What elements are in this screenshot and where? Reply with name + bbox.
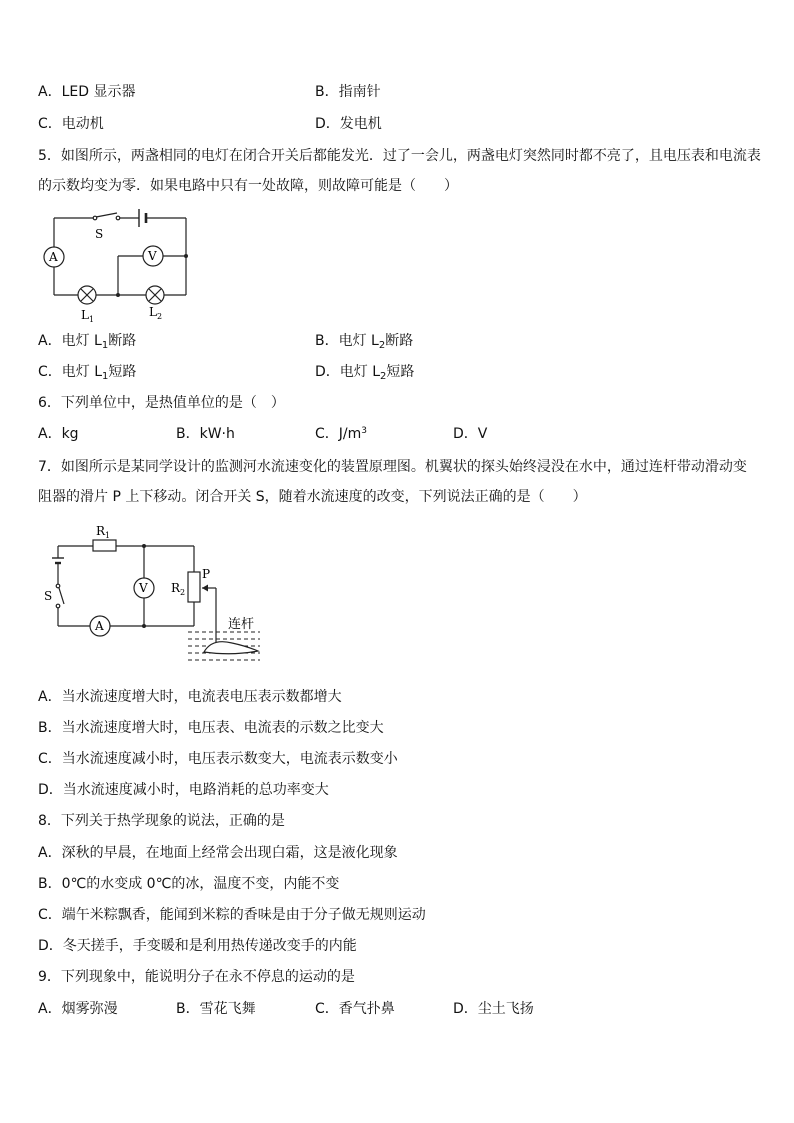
q8-option-c: C．端午米粽飘香，能闻到米粽的香味是由于分子做无规则运动 bbox=[38, 907, 426, 923]
voltmeter-label: V bbox=[148, 249, 157, 263]
q7-stem-line1: 7．如图所示是某同学设计的监测河水流速变化的装置原理图。机翼状的探头始终浸没在水中，通过连杆带动滑动变 bbox=[38, 459, 747, 475]
q6-option-c: C．$J/m^3$ bbox=[315, 426, 367, 442]
q6-stem: 6．下列单位中，是热值单位的是（ ） bbox=[38, 395, 285, 411]
q5-option-d: D．电灯 $L_2$短路 bbox=[315, 364, 415, 382]
q8-stem: 8．下列关于热学现象的说法，正确的是 bbox=[38, 813, 285, 829]
q4-option-b: B．指南针 bbox=[315, 84, 381, 100]
ammeter-label: A bbox=[49, 250, 58, 264]
q5-stem-line2: 的示数均变为零．如果电路中只有一处故障，则故障可能是（ ） bbox=[38, 178, 458, 194]
q5-option-c: C．电灯 $L_1$短路 bbox=[38, 364, 137, 382]
switch-s-label: S bbox=[44, 589, 53, 603]
q5-circuit-diagram bbox=[36, 202, 206, 327]
q6-option-b: B．kW·h bbox=[176, 426, 235, 442]
q8-option-b: B．0℃的水变成 0℃的冰，温度不变，内能不变 bbox=[38, 876, 340, 892]
ammeter-label: A bbox=[95, 619, 104, 633]
switch-label: S bbox=[95, 227, 104, 241]
r1-label: $R_1$ bbox=[96, 524, 111, 540]
q8-option-d: D．冬天搓手，手变暖和是利用热传递改变手的内能 bbox=[38, 938, 357, 954]
q9-option-a: A．烟雾弥漫 bbox=[38, 1001, 118, 1017]
rod-label: 连杆 bbox=[228, 617, 255, 632]
q7-option-c: C．当水流速度减小时，电压表示数变大，电流表示数变小 bbox=[38, 751, 398, 767]
q4-option-c: C．电动机 bbox=[38, 116, 104, 132]
q4-option-d: D．发电机 bbox=[315, 116, 382, 132]
q7-stem-line2: 阻器的滑片 P 上下移动。闭合开关 S，随着水流速度的改变，下列说法正确的是（ ） bbox=[38, 489, 587, 505]
q5-stem-line1: 5．如图所示，两盏相同的电灯在闭合开关后都能发光．过了一会儿，两盏电灯突然同时都不亮了，且电压表和电流表 bbox=[38, 148, 761, 164]
q5-option-b: B．电灯 $L_2$断路 bbox=[315, 333, 414, 351]
r2-label: $R_2$ bbox=[171, 581, 186, 597]
q6-option-d: D．V bbox=[453, 426, 488, 442]
q6-option-a: A．kg bbox=[38, 426, 79, 442]
q7-option-a: A．当水流速度增大时，电流表电压表示数都增大 bbox=[38, 689, 342, 705]
q9-option-d: D．尘土飞扬 bbox=[453, 1001, 534, 1017]
q7-option-d: D．当水流速度减小时，电路消耗的总功率变大 bbox=[38, 782, 329, 798]
q7-option-b: B．当水流速度增大时，电压表、电流表的示数之比变大 bbox=[38, 720, 384, 736]
q8-option-a: A．深秋的早晨，在地面上经常会出现白霜，这是液化现象 bbox=[38, 845, 398, 861]
voltmeter-label: V bbox=[139, 581, 148, 595]
q9-option-b: B．雪花飞舞 bbox=[176, 1001, 256, 1017]
q7-circuit-diagram bbox=[36, 518, 276, 678]
q4-option-a: A．LED 显示器 bbox=[38, 84, 136, 100]
slider-p-label: P bbox=[202, 567, 211, 581]
q9-option-c: C．香气扑鼻 bbox=[315, 1001, 395, 1017]
q5-option-a: A．电灯 $L_1$断路 bbox=[38, 333, 137, 351]
lamp2-label: $L_2$ bbox=[149, 305, 163, 321]
lamp1-label: $L_1$ bbox=[81, 308, 95, 324]
q9-stem: 9．下列现象中，能说明分子在永不停息的运动的是 bbox=[38, 969, 355, 985]
